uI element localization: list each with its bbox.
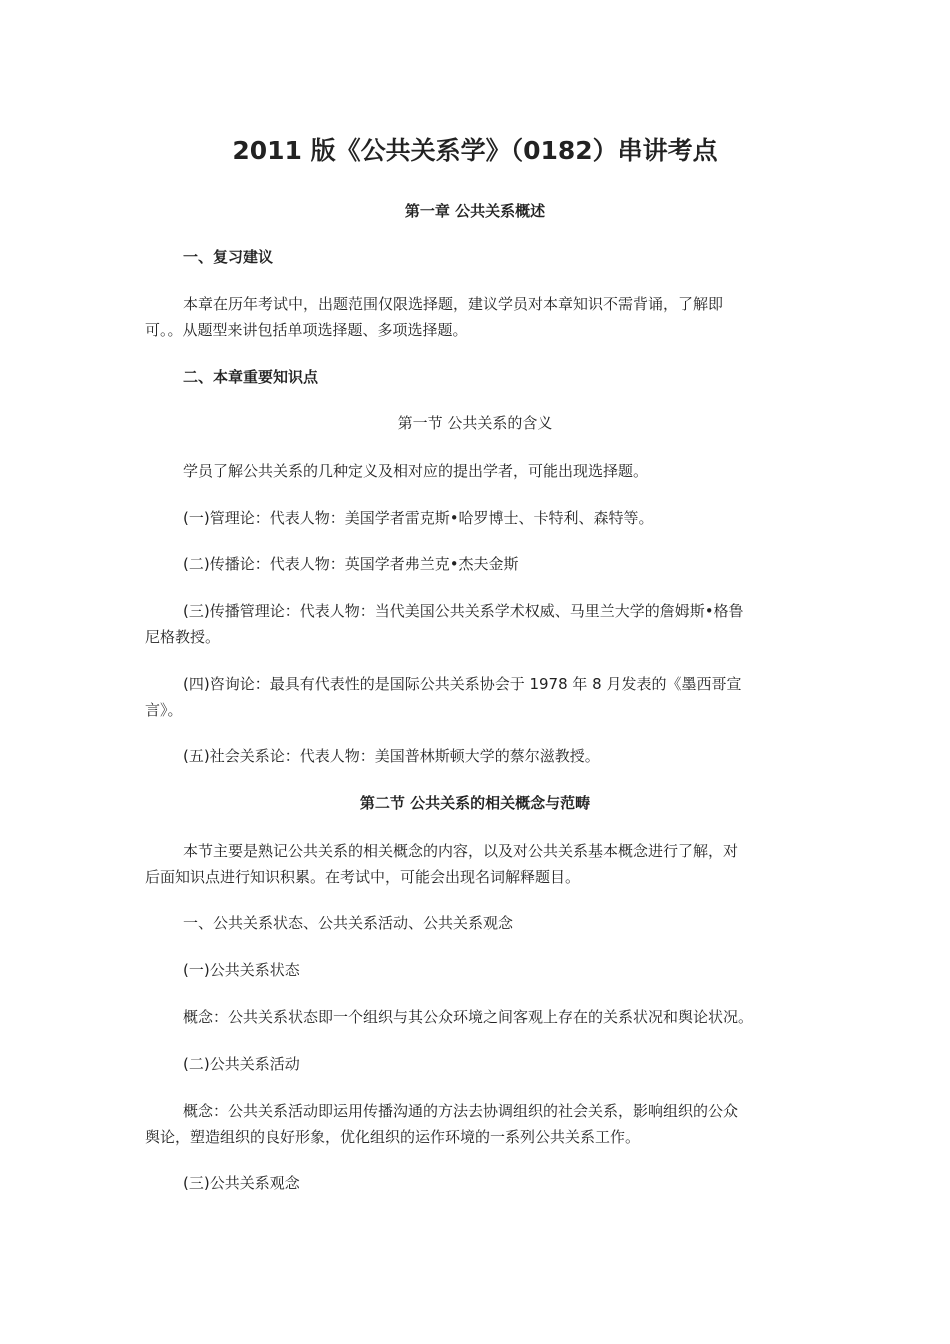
definition-item-5: (五)社会关系论：代表人物：美国普林斯顿大学的蔡尔滋教授。 [183,747,600,765]
pr-activity-concept-line-1: 概念：公共关系活动即运用传播沟通的方法去协调组织的社会关系，影响组织的公众 [183,1102,739,1120]
review-text-line-2: 可。。从题型来讲包括单项选择题、多项选择题。 [145,321,468,339]
section-2-intro-line-1: 本节主要是熟记公共关系的相关概念的内容，以及对公共关系基本概念进行了解，对 [183,842,739,860]
section-1-intro: 学员了解公共关系的几种定义及相对应的提出学者，可能出现选择题。 [183,462,649,480]
definition-item-3-line-1: (三)传播管理论：代表人物：当代美国公共关系学术权威、马里兰大学的詹姆斯•格鲁 [183,602,744,620]
chapter-heading: 第一章 公共关系概述 [404,202,546,220]
document-title: 2011 版《公共关系学》（0182）串讲考点 [232,136,718,165]
definition-item-4-line-1: (四)咨询论：最具有代表性的是国际公共关系协会于 1978 年 8 月发表的《墨西哥宣 [183,675,742,693]
definition-item-3-line-2: 尼格教授。 [145,628,221,646]
section-2-heading: 第二节 公共关系的相关概念与范畴 [359,794,591,812]
pr-state-concept: 概念：公共关系状态即一个组织与其公众环境之间客观上存在的关系状况和舆论状况。 [183,1008,754,1026]
key-points-heading: 二、本章重要知识点 [183,368,319,386]
definition-item-2: (二)传播论：代表人物：英国学者弗兰克•杰夫金斯 [183,555,519,573]
section-2-subheading: 一、公共关系状态、公共关系活动、公共关系观念 [183,914,514,932]
section-2-intro-line-2: 后面知识点进行知识积累。在考试中，可能会出现名词解释题目。 [145,868,581,886]
pr-state-heading: (一)公共关系状态 [183,961,300,979]
definition-item-4-line-2: 言》。 [145,701,183,719]
section-1-heading: 第一节 公共关系的含义 [397,414,553,432]
pr-activity-heading: (二)公共关系活动 [183,1055,300,1073]
review-heading: 一、复习建议 [183,248,274,266]
review-text-line-1: 本章在历年考试中，出题范围仅限选择题，建议学员对本章知识不需背诵，了解即 [183,295,724,313]
definition-item-1: (一)管理论：代表人物：美国学者雷克斯•哈罗博士、卡特利、森特等。 [183,509,654,527]
pr-activity-concept-line-2: 舆论，塑造组织的良好形象，优化组织的运作环境的一系列公共关系工作。 [145,1128,641,1146]
pr-concept-heading: (三)公共关系观念 [183,1174,300,1192]
